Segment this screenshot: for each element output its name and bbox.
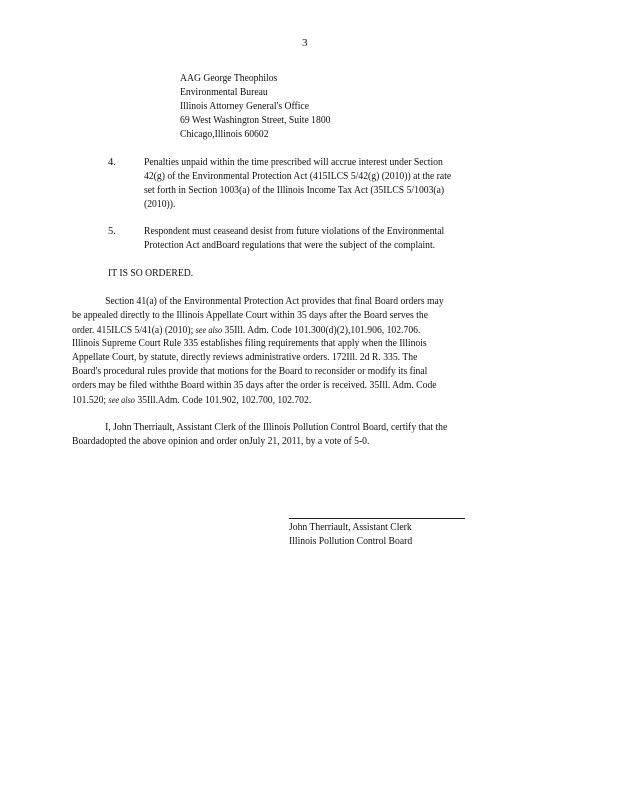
address-line: Illinois Attorney General's Office (180, 101, 309, 112)
page-number: 3 (302, 37, 308, 49)
item-line: Respondent must ceaseand desist from future violations of the Environmental (144, 226, 445, 237)
address-line: 69 West Washington Street, Suite 1800 (180, 115, 331, 126)
item-line: Protection Act andBoard regulations that were the subject of the complaint. (144, 240, 436, 251)
paragraph-line (72, 393, 444, 407)
paragraph-line: I, John Therriault, Assistant Clerk of the Illinois Pollution Control Board, certify that the (105, 422, 448, 433)
item-line: 42(g) of the Environmental Protection Act (415ILCS 5/42(g) (2010)) at the rate (144, 171, 452, 182)
paragraph-line (72, 323, 444, 337)
item-line: set forth in Section 1003(a) of the Illinois Income Tax Act (35ILCS 5/1003(a) (144, 185, 445, 196)
item-line: (2010)). (144, 199, 176, 210)
signer-organization: Illinois Pollution Control Board (289, 536, 413, 547)
address-line: Environmental Bureau (180, 87, 268, 98)
paragraph-line: Appellate Court, by statute, directly reviews administrative orders. 172Ill. 2d R. 335. The (72, 352, 418, 363)
so-ordered-heading: IT IS SO ORDERED. (108, 268, 194, 279)
address-block (180, 72, 344, 142)
address-line: AAG George Theophilos (180, 73, 278, 84)
signal-see-also: see also (108, 395, 135, 405)
signature-line (289, 518, 465, 519)
paragraph-line: be appealed directly to the Illinois Appellate Court within 35 days after the Board serves the (72, 310, 428, 321)
citation-text: 35Ill.Adm. Code 101.902, 102.700, 102.702. (134, 395, 312, 406)
item-number: 4. (108, 157, 116, 168)
signal-see-also: see also (195, 325, 223, 335)
citation-text: order. 415ILCS 5/41(a) (2010); (72, 325, 196, 336)
certification-paragraph (72, 421, 480, 449)
item-line: Penalties unpaid within the time prescribed will accrue interest under Section (144, 157, 443, 168)
citation-text: 35Ill. Adm. Code 101.300(d)(2),101.906, 102.706. (222, 325, 421, 336)
item-text (144, 156, 478, 212)
paragraph-line: Boardadopted the above opinion and order onJuly 21, 2011, by a vote of 5-0. (72, 436, 370, 447)
paragraph-line: Section 41(a) of the Environmental Protection Act provides that final Board orders may (105, 296, 444, 307)
item-text (144, 225, 470, 253)
item-number: 5. (108, 226, 116, 237)
address-line: Chicago,Illinois 60602 (180, 129, 269, 140)
signer-name: John Therriault, Assistant Clerk (289, 522, 412, 533)
paragraph-line: Board's procedural rules provide that motions for the Board to reconsider or modify its final (72, 366, 428, 377)
paragraph-line: Illinois Supreme Court Rule 335 establishes filing requirements that apply when the Illinois (72, 338, 427, 349)
paragraph-line: orders may be filed withthe Board within 35 days after the order is received. 35Ill. Adm. Code (72, 380, 437, 391)
signature-block (289, 521, 423, 549)
citation-text: 101.520; (72, 395, 109, 406)
appeal-paragraph (72, 295, 476, 407)
